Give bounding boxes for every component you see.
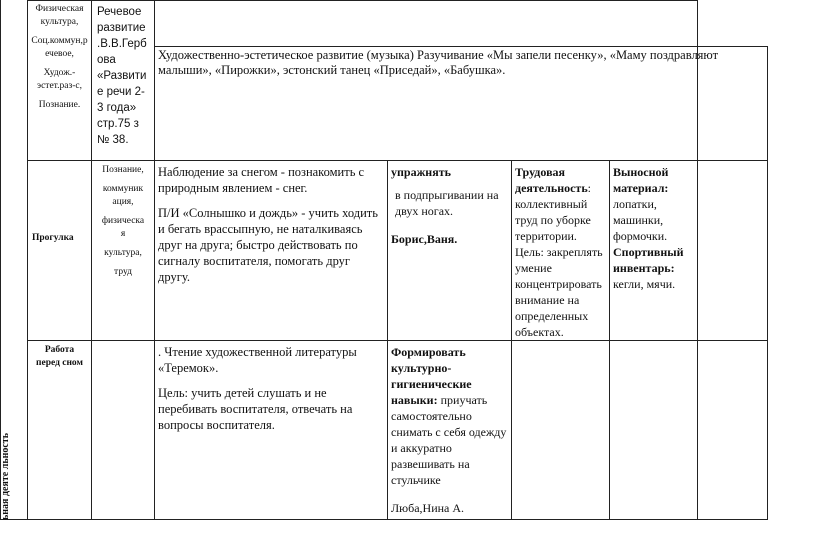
walk-materials: Выносной материал: лопатки, машинки, формочки. Спортивный инвентарь: кегли, мячи. [613,165,684,291]
side-label: ьная деяте льность [0,432,11,520]
edu-areas-list: Физическая культура, Соц.коммун,р ечевое, Худож.- эстет.раз-с, Познание. [31,4,88,110]
walk-edu-areas: Познание, коммуник ация, физическа я культура, труд [101,165,145,277]
hygiene-skills: Формировать культурно-гигиенические навыки: приучать самостоятельно снимать с себя одежду и аккуратно развешивать на стульчике Люба,Нина А. [391,345,507,515]
walk-individual-work: упражнять в подпрыгивании на двух ногах. Борис,Ваня. [391,165,499,246]
speech-development-cell: Речевое развитие .В.В.Герб ова «Развити е речи 2- 3 года» стр.75 з № 38. [97,6,147,146]
music-activity-text: Художественно-эстетическое развитие (музыка) Разучивание «Мы запели песенку», «Маму поздравляют малыши», «Пирожки», эстонский танец «Приседай», «Бабушка». [158,48,719,77]
walk-labor: Трудовая деятельность: коллективный труд по уборке территории. Цель: закреплять умение концентрировать внимание на определенных объектах. [515,165,603,339]
walk-observation: Наблюдение за снегом - познакомить с природным явлением - снег. П/И «Солнышко и дождь» - учить ходить и бегать врассыпную, не наталкиваясь друг на друга; быстро действовать по сигналу воспитателя, помогать друг другу. [158,165,378,284]
reading-activity: . Чтение художественной литературы «Теремок». Цель: учить детей слушать и не перебивать воспитателя, отвечать на вопросы воспитателя. [158,345,357,432]
walk-label: Прогулка [32,233,74,243]
before-sleep-label: Работа перед сном [36,345,83,368]
